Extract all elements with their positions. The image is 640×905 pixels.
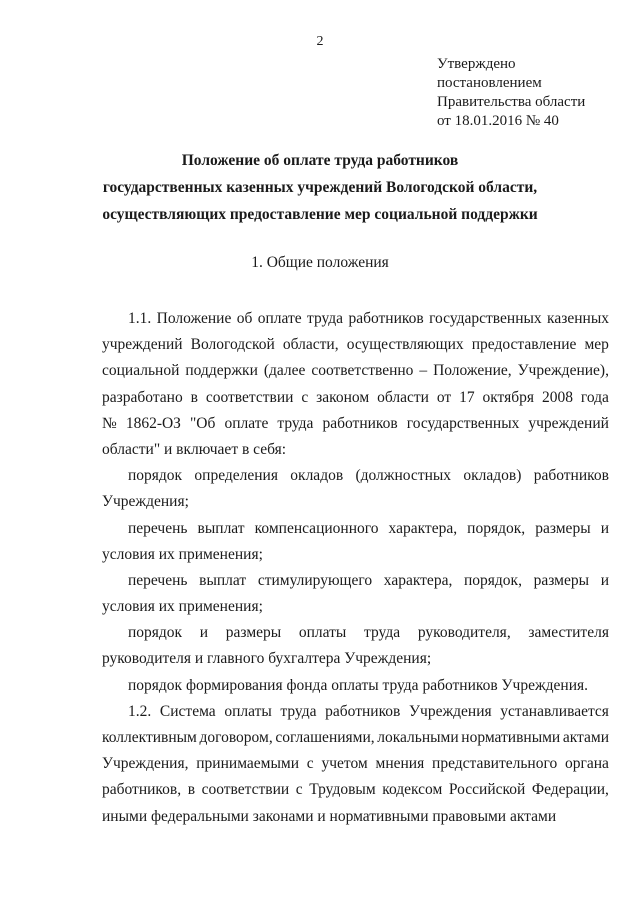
text-line: социальной поддержки (далее соответственно – Положение, Учреждение),: [102, 362, 609, 380]
approval-line: Правительства области: [437, 94, 586, 110]
approval-line: от 18.01.2016 № 40: [437, 113, 559, 129]
text-line: Учреждения, принимаемыми с учетом мнения представительного органа: [102, 755, 609, 773]
text-line: коллективным договором, соглашениями, локальными нормативными актами: [102, 729, 609, 746]
paragraph: [102, 673, 609, 699]
title-line: Положение об оплате труда работников: [181, 152, 459, 169]
text-line: Учреждения;: [102, 493, 189, 511]
paragraph: [102, 516, 609, 568]
text-line: перечень выплат компенсационного характера, порядок, размеры и: [128, 519, 609, 537]
text-line: 1.2. Система оплаты труда работников Учреждения устанавливается: [128, 702, 609, 720]
text-line: работников, в соответствии с Трудовым кодексом Российской Федерации,: [102, 781, 609, 799]
approval-line: Утверждено: [437, 56, 516, 72]
paragraph: [102, 568, 609, 620]
page-number: 2: [316, 34, 324, 49]
text-line: руководителя и главного бухгалтера Учреждения;: [102, 650, 432, 668]
title-line: осуществляющих предоставление мер социальной поддержки: [102, 206, 538, 223]
text-line: порядок определения окладов (должностных окладов) работников: [128, 467, 609, 485]
text-line: порядок и размеры оплаты труда руководителя, заместителя: [128, 624, 609, 642]
text-line: учреждений Вологодской области, осуществляющих предоставление мер: [102, 336, 609, 354]
text-line: разработано в соответствии с законом области от 17 октября 2008 года: [102, 388, 609, 406]
paragraph: [102, 463, 609, 515]
body-text: [102, 306, 609, 830]
approval-stamp: [437, 55, 585, 131]
title-line: государственных казенных учреждений Вологодской области,: [102, 179, 538, 196]
document-title: [0, 147, 640, 228]
text-line: области" и включает в себя:: [102, 440, 287, 458]
paragraph: [102, 620, 609, 672]
text-line: условия их применения;: [102, 545, 263, 563]
text-line: порядок формирования фонда оплаты труда работников Учреждения.: [128, 676, 589, 694]
text-line: 1.1. Положение об оплате труда работников государственных казенных: [128, 310, 609, 327]
section-heading: 1. Общие положения: [251, 254, 389, 271]
text-line: № 1862-ОЗ "Об оплате труда работников государственных учреждений: [102, 414, 609, 432]
text-line: условия их применения;: [102, 598, 263, 616]
text-line: иными федеральными законами и нормативными правовыми актами: [102, 807, 557, 825]
text-line: перечень выплат стимулирующего характера, порядок, размеры и: [128, 571, 609, 589]
paragraph: [102, 306, 609, 463]
approval-line: постановлением: [437, 75, 542, 91]
paragraph: [102, 699, 609, 830]
